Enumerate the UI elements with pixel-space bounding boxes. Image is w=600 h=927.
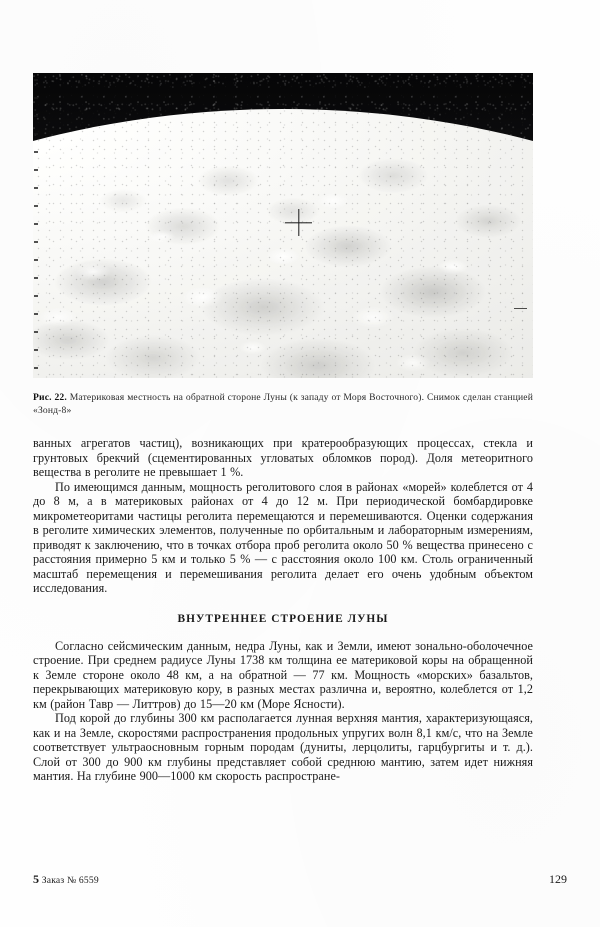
signature-order-text: Заказ № 6559 [41, 875, 99, 886]
page-number: 129 [549, 872, 567, 886]
figure-lunar-photograph [33, 73, 533, 378]
page-footer [33, 872, 567, 890]
crosshair-icon [285, 209, 312, 236]
body-text-column [33, 436, 533, 784]
figure-caption-text: Материковая местность на обратной стороне Луны (к западу от Моря Восточного). Снимок сделан станцией «Зонд-8» [33, 392, 533, 416]
section-heading: ВНУТРЕННЕЕ СТРОЕНИЕ ЛУНЫ [177, 613, 389, 626]
fiducial-tick-marks [34, 79, 38, 374]
figure-caption [33, 392, 533, 417]
photo-image [33, 73, 533, 378]
paragraph: Под корой до глубины 300 км располагается лунная верхняя мантия, характеризующаяся, как и на Земле, скоростями распространения продольных упругих волн 8,1 км/с, что на Земле соответствует ультраосновным горным породам (дуниты, лерцолиты, гарцбургиты и т. д.). Слой от 300 до 900 км глубины представляет собой среднюю мантию, затем идет нижняя мантия. На глубине 900—1000 км скорость распростране- [33, 711, 533, 784]
fiducial-tick-right [514, 308, 527, 309]
signature-mark [33, 872, 99, 887]
signature-number: 5 [33, 872, 39, 886]
paragraph: По имеющимся данным, мощность реголитового слоя в районах «морей» колеблется от 4 до 8 м, а в материковых районах от 4 до 12 м. При периодической бомбардировке микрометеоритами частицы реголита перемещаются и перемешиваются. Оценки содержания в реголите химических элементов, полученные по орбитальным и лабораторным измерениям, приводят к заключению, что в точках отбора проб реголита около 50 % вещества принесено с расстояния примерно 5 км и только 5 % — с расстояния около 100 км. Столь ограниченный масштаб перемещения и перемешивания реголита делает его очень удобным объектом исследования. [33, 479, 533, 596]
paragraph: Согласно сейсмическим данным, недра Луны, как и Земли, имеют зонально-оболочечное строение. При среднем радиусе Луны 1738 км толщина ее материковой коры на обращенной к Земле стороне около 48 км, а на обратной — 77 км. Мощность «морских» базальтов, перекрывающих материковую кору, в разных местах различна и, вероятно, колеблется от 1,2 км (район Тавр — Литтров) до 15—20 км (Море Ясности). [33, 638, 533, 711]
figure-number-label: Рис. 22. [33, 392, 67, 403]
paragraph: ванных агрегатов частиц), возникающих при кратерообразующих процессах, стекла и грунтовых брекчий (сцементированных угловатых обломков пород). Доля метеоритного вещества в реголите не превышает 1 %. [33, 436, 533, 480]
film-grain-overlay [33, 73, 533, 378]
